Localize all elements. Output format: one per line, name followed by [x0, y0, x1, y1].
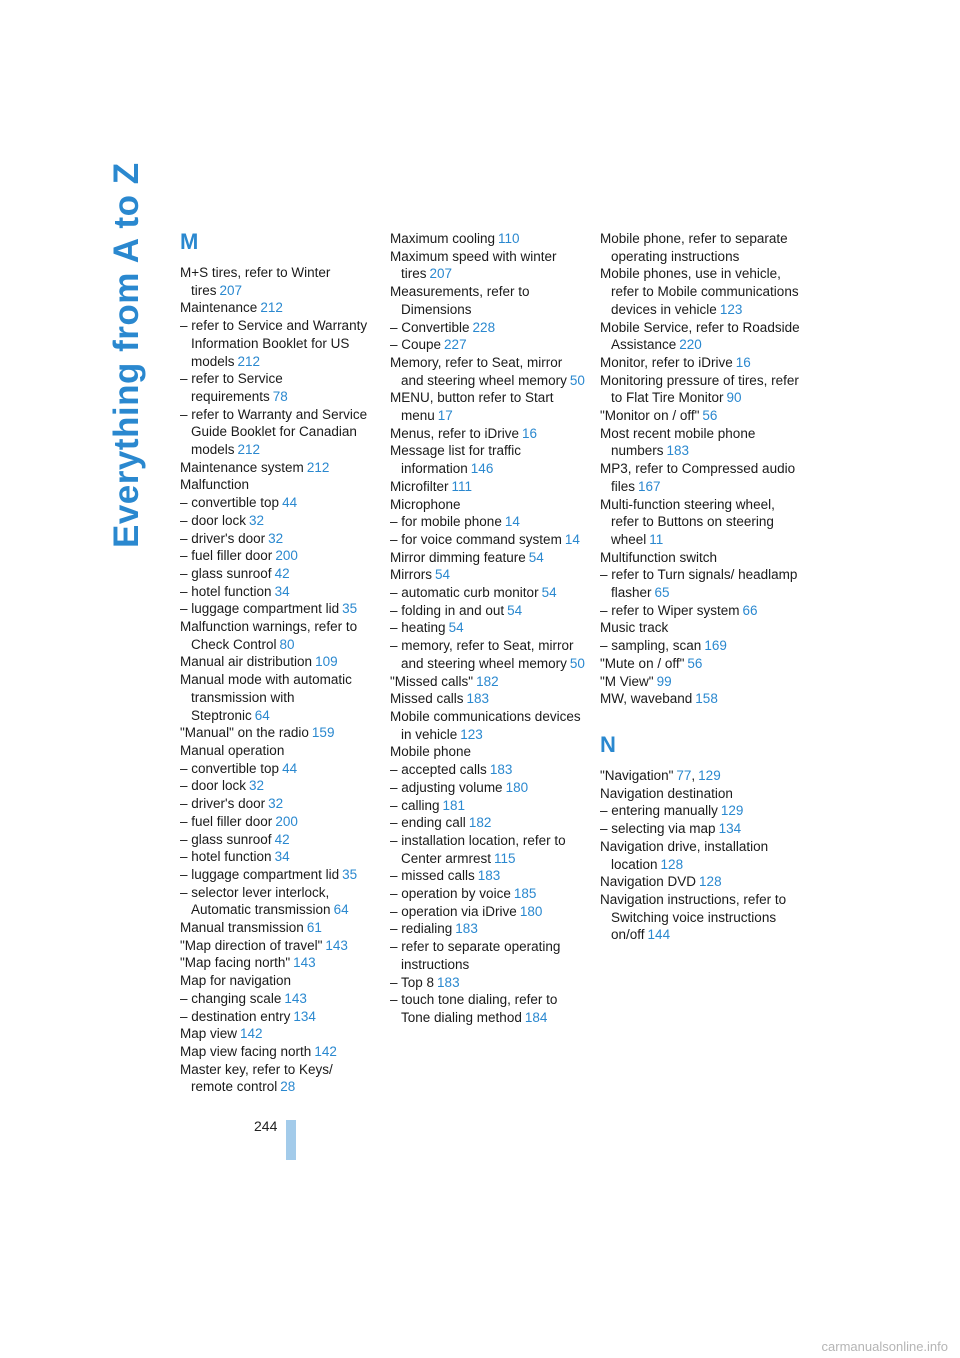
- page-link[interactable]: 167: [638, 478, 661, 494]
- index-column-3: [600, 230, 800, 944]
- page-link[interactable]: 220: [679, 337, 702, 353]
- page-link[interactable]: 207: [219, 282, 243, 298]
- index-entry: [180, 671, 376, 724]
- entry-text: "M View": [600, 673, 654, 689]
- entry-text: Multi-function steering wheel, refer to Buttons on steering wheel: [600, 496, 775, 547]
- page-link[interactable]: 32: [249, 512, 265, 528]
- page-link[interactable]: 11: [649, 531, 664, 547]
- entry-text: – door lock: [180, 778, 247, 794]
- page-link[interactable]: 90: [726, 390, 742, 406]
- page-link[interactable]: 80: [279, 636, 295, 652]
- page-link[interactable]: 134: [293, 1008, 316, 1024]
- page-link[interactable]: 200: [275, 548, 298, 564]
- entry-text: Map view facing north: [180, 1043, 312, 1059]
- entry-text: Maintenance: [180, 300, 258, 316]
- index-entry: [390, 248, 586, 283]
- index-entry: [180, 512, 376, 530]
- index-entry: [180, 547, 376, 565]
- page-link[interactable]: 159: [311, 725, 335, 741]
- entry-text: – driver's door: [180, 530, 266, 546]
- page-link[interactable]: 181: [442, 797, 466, 813]
- entry-text: – for mobile phone: [390, 514, 502, 530]
- entry-text: – refer to Service requirements: [180, 371, 283, 404]
- page-link[interactable]: 110: [498, 231, 520, 246]
- page-link[interactable]: 64: [333, 902, 349, 918]
- entry-text: "Navigation": [600, 767, 674, 783]
- entry-text: – sampling, scan: [600, 638, 702, 654]
- index-entry: [390, 584, 586, 602]
- page-link[interactable]: 212: [260, 300, 283, 316]
- page-link[interactable]: 184: [524, 1009, 548, 1025]
- entry-text: Malfunction warnings, refer to Check Control: [180, 619, 358, 652]
- page-link[interactable]: 32: [268, 796, 284, 812]
- index-entry: [180, 530, 376, 548]
- page-link[interactable]: 143: [325, 937, 348, 953]
- index-entry: [390, 531, 586, 549]
- entry-text: – automatic curb monitor: [390, 585, 539, 601]
- page-link[interactable]: 183: [437, 974, 460, 990]
- entry-text: – refer to Turn signals/ headlamp flasher: [600, 567, 798, 601]
- index-entry: [600, 820, 800, 838]
- section-letter: M: [180, 229, 199, 254]
- index-entry: [600, 802, 800, 820]
- page-link[interactable]: 228: [472, 319, 496, 335]
- index-entry: [390, 496, 586, 514]
- index-entry: [180, 459, 376, 477]
- index-entry: [180, 954, 376, 972]
- entry-text: MP3, refer to Compressed audio files: [600, 461, 796, 494]
- footer-watermark: carmanualsonline.info: [821, 1339, 948, 1354]
- entry-text: Navigation DVD: [600, 874, 697, 890]
- index-entry: [180, 1043, 376, 1061]
- index-entry: [600, 460, 800, 495]
- index-entry: [390, 743, 586, 761]
- entry-text: Microfilter: [390, 478, 449, 494]
- index-entry: [180, 476, 376, 494]
- page-link[interactable]: 54: [528, 549, 544, 565]
- page-link[interactable]: 54: [541, 585, 557, 601]
- entry-text: Navigation instructions, refer to Switching voice instructions on/off: [600, 891, 787, 943]
- index-entry: [390, 319, 586, 337]
- index-entry: [600, 690, 800, 708]
- entry-text: MW, waveband: [600, 691, 693, 707]
- index-entry: [600, 496, 800, 549]
- entry-text: – refer to Warranty and Service Guide Booklet for Canadian models: [180, 406, 368, 458]
- page-link[interactable]: 56: [687, 655, 703, 671]
- page-link[interactable]: 158: [695, 691, 718, 707]
- index-entry: [390, 903, 586, 921]
- page-link[interactable]: 185: [513, 886, 537, 902]
- page-link[interactable]: 123: [460, 726, 483, 742]
- entry-text: – selecting via map: [600, 821, 716, 837]
- index-column-2: [390, 230, 586, 1027]
- entry-text: – redialing: [390, 921, 453, 937]
- entry-text: "Mute on / off": [600, 655, 685, 671]
- entry-text: – luggage compartment lid: [180, 866, 340, 882]
- index-entry: [180, 742, 376, 760]
- entry-text: "Manual" on the radio: [180, 725, 309, 741]
- page-link[interactable]: 142: [240, 1026, 263, 1042]
- entry-text: – Coupe: [390, 337, 442, 353]
- entry-text: Manual operation: [180, 742, 285, 758]
- page-link[interactable]: 54: [448, 620, 464, 636]
- entry-text: Map for navigation: [180, 973, 292, 989]
- index-entry: [600, 354, 800, 372]
- entry-text: – refer to Wiper system: [600, 602, 740, 618]
- index-entry: [600, 838, 800, 873]
- entry-text: M+S tires, refer to Winter tires: [180, 265, 331, 298]
- entry-text: – hotel function: [180, 583, 272, 599]
- entry-text: Mobile phones, use in vehicle, refer to Mobile communications devices in vehicle: [600, 266, 799, 317]
- entry-text: Navigation destination: [600, 785, 733, 801]
- index-entry: [600, 767, 800, 785]
- entry-text: – fuel filler door: [180, 548, 273, 564]
- page-link[interactable]: 143: [293, 955, 316, 971]
- entry-text: Monitor, refer to iDrive: [600, 354, 733, 370]
- entry-text: – touch tone dialing, refer to Tone dialing method: [390, 992, 558, 1025]
- index-entry: [180, 406, 376, 459]
- index-entry: [390, 690, 586, 708]
- index-entry: [180, 494, 376, 512]
- index-entry: [390, 478, 586, 496]
- index-entry: [180, 972, 376, 990]
- index-entry: [600, 566, 800, 601]
- page-link[interactable]: 50: [569, 372, 585, 388]
- index-entry: [180, 565, 376, 583]
- page-number: 244: [254, 1118, 278, 1134]
- index-entry: [390, 867, 586, 885]
- page-link[interactable]: 56: [702, 408, 718, 424]
- index-entry: [600, 425, 800, 460]
- index-entry: [180, 813, 376, 831]
- page-link[interactable]: 111: [451, 478, 473, 494]
- index-entry: [180, 919, 376, 937]
- index-entry: [390, 354, 586, 389]
- entry-text: – memory, refer to Seat, mirror and steering wheel memory: [390, 638, 574, 671]
- index-entry: [600, 873, 800, 891]
- side-section-title: Everything from A to Z: [107, 162, 146, 548]
- entry-text: "Monitor on / off": [600, 408, 700, 424]
- index-entry: [390, 920, 586, 938]
- page-link[interactable]: 77: [676, 767, 692, 783]
- entry-text: – changing scale: [180, 990, 282, 1006]
- page-link[interactable]: 44: [282, 495, 298, 511]
- entry-text: Mirror dimming feature: [390, 549, 526, 565]
- entry-text: Mirrors: [390, 567, 432, 583]
- page-link[interactable]: 109: [315, 654, 338, 670]
- page-link[interactable]: 32: [249, 778, 265, 794]
- page-link[interactable]: 16: [522, 425, 538, 441]
- index-entry: [180, 618, 376, 653]
- page-link[interactable]: 227: [444, 337, 467, 353]
- page-link[interactable]: 128: [660, 856, 684, 872]
- page-link[interactable]: 61: [306, 920, 322, 936]
- index-entry: [390, 761, 586, 779]
- page-link[interactable]: 144: [647, 927, 671, 943]
- page-link[interactable]: 32: [268, 530, 284, 546]
- page-link[interactable]: 134: [718, 821, 742, 837]
- page-link[interactable]: 34: [274, 583, 290, 599]
- entry-text: "Map direction of travel": [180, 937, 323, 953]
- index-entry: [390, 637, 586, 672]
- entry-text: – accepted calls: [390, 762, 487, 778]
- index-entry: [390, 549, 586, 567]
- index-entry: [180, 795, 376, 813]
- page-link[interactable]: 17: [437, 408, 453, 424]
- page-link[interactable]: 34: [274, 849, 290, 865]
- page-link[interactable]: 200: [275, 813, 298, 829]
- entry-text: – calling: [390, 797, 440, 813]
- page-link[interactable]: 99: [656, 673, 672, 689]
- page-link[interactable]: 28: [280, 1079, 296, 1095]
- entry-text: MENU, button refer to Start menu: [390, 390, 554, 424]
- entry-text: Master key, refer to Keys/ remote control: [180, 1061, 333, 1095]
- page-link[interactable]: 65: [654, 585, 670, 601]
- index-entry: [390, 619, 586, 637]
- page-link[interactable]: 207: [429, 266, 453, 282]
- page-link[interactable]: 180: [519, 903, 543, 919]
- index-entry: [390, 708, 586, 743]
- index-entry: [600, 619, 800, 637]
- entry-text: – glass sunroof: [180, 831, 272, 847]
- entry-text: – operation by voice: [390, 886, 511, 902]
- index-entry: [180, 653, 376, 671]
- page-link[interactable]: 212: [237, 442, 261, 458]
- index-entry: [390, 673, 586, 691]
- index-entry: [180, 1025, 376, 1043]
- page-link[interactable]: 182: [468, 815, 492, 831]
- entry-text: – Convertible: [390, 319, 470, 335]
- index-entry: [390, 513, 586, 531]
- index-entry: [600, 265, 800, 318]
- page-link[interactable]: 183: [489, 762, 513, 778]
- page-link[interactable]: 35: [342, 866, 358, 882]
- page-link[interactable]: 123: [719, 301, 743, 317]
- entry-text: – driver's door: [180, 796, 266, 812]
- page-link[interactable]: 54: [507, 602, 523, 618]
- page-link[interactable]: 35: [342, 601, 358, 617]
- index-entry: [600, 602, 800, 620]
- entry-text: Monitoring pressure of tires, refer to Flat Tire Monitor: [600, 372, 799, 406]
- page-link[interactable]: 212: [237, 353, 261, 369]
- index-entry: [390, 885, 586, 903]
- page-link[interactable]: 129: [698, 767, 721, 783]
- index-entry: [390, 389, 586, 424]
- index-entry: [390, 425, 586, 443]
- index-entry: [180, 299, 376, 317]
- index-entry: [180, 1061, 376, 1096]
- page-link[interactable]: 54: [435, 567, 451, 583]
- page-link[interactable]: 42: [274, 831, 290, 847]
- entry-text: Multifunction switch: [600, 549, 718, 565]
- page-link[interactable]: 66: [742, 602, 758, 618]
- page-link[interactable]: 129: [720, 803, 744, 819]
- entry-text: – glass sunroof: [180, 565, 272, 581]
- entry-text: – entering manually: [600, 803, 718, 819]
- entry-text: – folding in and out: [390, 602, 505, 618]
- index-entry: [390, 779, 586, 797]
- index-entry: [390, 814, 586, 832]
- index-entry: [390, 797, 586, 815]
- index-entry: [180, 1008, 376, 1026]
- index-entry: [390, 283, 586, 318]
- index-entry: [180, 848, 376, 866]
- index-entry: [600, 891, 800, 944]
- page-link[interactable]: 16: [735, 354, 751, 370]
- index-entry: [390, 602, 586, 620]
- page-link[interactable]: 50: [569, 655, 585, 671]
- page-link[interactable]: 183: [666, 443, 690, 459]
- entry-text: – hotel function: [180, 849, 272, 865]
- page-link[interactable]: 14: [564, 531, 580, 547]
- entry-text: Maximum cooling: [390, 231, 496, 246]
- entry-text: Navigation drive, installation location: [600, 838, 769, 872]
- page-link[interactable]: 143: [284, 990, 307, 1006]
- index-entry: [600, 230, 800, 265]
- entry-text: – refer to Service and Warranty Information Booklet for US models: [180, 318, 368, 369]
- page-link[interactable]: 42: [274, 565, 290, 581]
- index-entry: [180, 370, 376, 405]
- index-entry: [600, 785, 800, 803]
- index-entry: [180, 990, 376, 1008]
- page-link[interactable]: 78: [272, 388, 288, 404]
- page-separator: ,: [691, 767, 696, 783]
- index-entry: [600, 673, 800, 691]
- index-entry: [600, 372, 800, 407]
- index-entry: [390, 566, 586, 584]
- entry-text: – convertible top: [180, 495, 280, 511]
- index-column-1: [180, 230, 376, 1096]
- entry-text: Mobile phone: [390, 744, 472, 760]
- entry-text: – selector lever interlock, Automatic transmission: [180, 884, 331, 918]
- index-entry: [180, 884, 376, 919]
- entry-text: – door lock: [180, 512, 247, 528]
- index-entry: [390, 442, 586, 477]
- index-entry: [180, 831, 376, 849]
- index-entry: [600, 655, 800, 673]
- page-link[interactable]: 183: [455, 921, 478, 937]
- index-entry: [180, 600, 376, 618]
- entry-text: Malfunction: [180, 477, 250, 493]
- page-link[interactable]: 14: [504, 514, 520, 530]
- index-entry: [390, 832, 586, 867]
- entry-text: Menus, refer to iDrive: [390, 425, 520, 441]
- page-link[interactable]: 115: [494, 850, 516, 866]
- entry-text: – refer to separate operating instructions: [390, 939, 561, 972]
- page-link[interactable]: 169: [704, 638, 727, 654]
- page-link[interactable]: 146: [470, 461, 494, 477]
- index-entry: [600, 637, 800, 655]
- entry-text: Manual mode with automatic transmission with Steptronic: [180, 672, 352, 723]
- index-entry: [180, 583, 376, 601]
- entry-text: – adjusting volume: [390, 779, 503, 795]
- index-entry: [180, 264, 376, 299]
- entry-text: – Top 8: [390, 974, 435, 990]
- page-link[interactable]: 212: [306, 459, 330, 475]
- page-marker-bar: [286, 1120, 296, 1160]
- entry-text: – destination entry: [180, 1008, 291, 1024]
- page-link[interactable]: 142: [314, 1043, 337, 1059]
- entry-text: Memory, refer to Seat, mirror and steering wheel memory: [390, 354, 567, 388]
- entry-text: Mobile communications devices in vehicle: [390, 708, 581, 742]
- page-link[interactable]: 64: [254, 707, 270, 723]
- page-link[interactable]: 44: [282, 760, 298, 776]
- index-entry: [180, 866, 376, 884]
- entry-text: Most recent mobile phone numbers: [600, 425, 756, 459]
- index-entry: [600, 549, 800, 567]
- entry-text: Manual transmission: [180, 920, 304, 936]
- entry-text: Maximum speed with winter tires: [390, 248, 557, 282]
- index-entry: [390, 991, 586, 1026]
- index-entry: [180, 777, 376, 795]
- index-entry: [180, 937, 376, 955]
- entry-text: Mobile phone, refer to separate operating instructions: [600, 231, 788, 264]
- entry-text: – heating: [390, 620, 446, 636]
- index-entry: [180, 724, 376, 742]
- entry-text: Map view: [180, 1026, 238, 1042]
- index-entry: [180, 760, 376, 778]
- entry-text: – fuel filler door: [180, 813, 273, 829]
- index-entry: [600, 319, 800, 354]
- page-link[interactable]: 180: [505, 779, 529, 795]
- entry-text: – missed calls: [390, 868, 475, 884]
- entry-text: – convertible top: [180, 760, 280, 776]
- entry-text: Measurements, refer to Dimensions: [390, 284, 530, 317]
- index-entry: [390, 336, 586, 354]
- index-entry: [390, 974, 586, 992]
- page-link[interactable]: 128: [699, 874, 722, 890]
- entry-text: – luggage compartment lid: [180, 601, 340, 617]
- entry-text: Manual air distribution: [180, 654, 313, 670]
- entry-text: Mobile Service, refer to Roadside Assistance: [600, 319, 800, 353]
- index-entry: [390, 230, 586, 248]
- entry-text: "Missed calls": [390, 673, 474, 689]
- entry-text: Microphone: [390, 496, 461, 512]
- entry-text: – installation location, refer to Center armrest: [390, 832, 566, 866]
- entry-text: "Map facing north": [180, 955, 291, 971]
- index-entry: [180, 317, 376, 370]
- entry-text: Music track: [600, 620, 669, 636]
- page-link[interactable]: 183: [466, 691, 490, 707]
- index-entry: [600, 407, 800, 425]
- entry-text: – ending call: [390, 815, 466, 831]
- entry-text: Maintenance system: [180, 459, 304, 475]
- page-link[interactable]: 182: [476, 673, 499, 689]
- section-letter: N: [600, 731, 616, 757]
- entry-text: – for voice command system: [390, 531, 562, 547]
- index-entry: [390, 938, 586, 973]
- entry-text: Message list for traffic information: [390, 443, 522, 477]
- entry-text: Missed calls: [390, 691, 464, 707]
- page-link[interactable]: 183: [477, 868, 501, 884]
- entry-text: – operation via iDrive: [390, 903, 517, 919]
